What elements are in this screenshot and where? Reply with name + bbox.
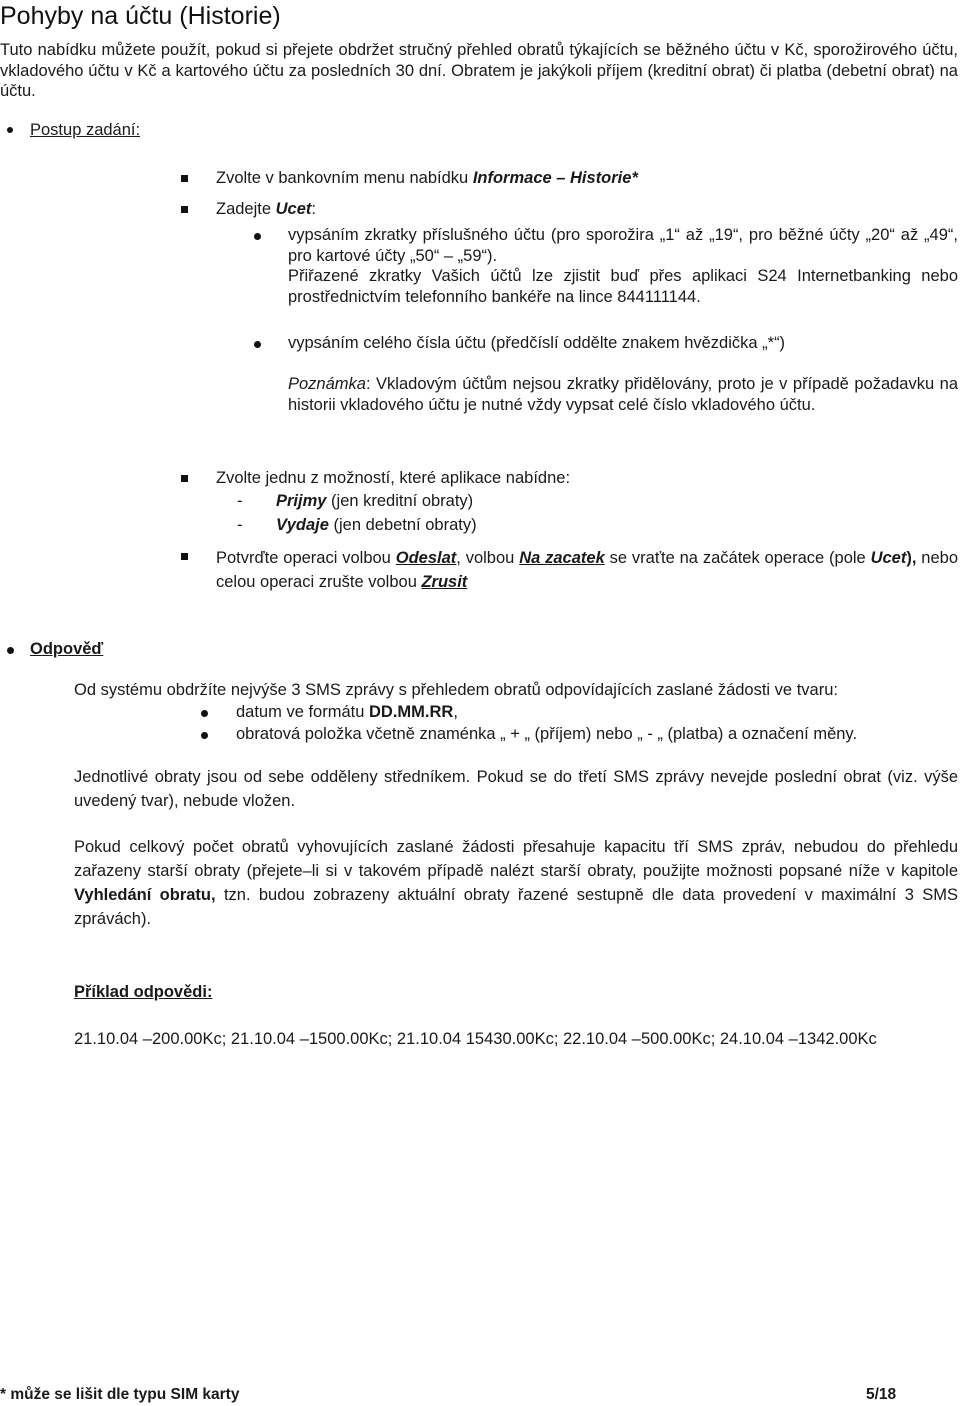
- text: datum ve formátu: [236, 703, 369, 721]
- sub-option-zkratka-note: Přiřazené zkratky Vašich účtů lze zjistit buď přes aplikaci S24 Internetbanking nebo prostřednictvím telefonního bankéře na lince 844111144.: [288, 267, 958, 306]
- step-menu-text: Zvolte v bankovním menu nabídku: [216, 169, 473, 187]
- option-vydaje-label: [276, 515, 477, 536]
- postup-heading: Postup zadání:: [30, 121, 141, 139]
- option-vydaje-desc: (jen debetní obraty): [328, 516, 477, 534]
- text: nebo celou operaci zrušte volbou: [216, 549, 959, 591]
- dash: -: [237, 516, 243, 534]
- step-ucet-text: Zadejte: [216, 200, 276, 218]
- link-vyhledani-obratu: Vyhledání obratu,: [74, 886, 216, 904]
- sub-option-zkratka: vypsáním zkratky příslušného účtu (pro sporožira „1“ až „19“, pro běžné účty „20“ až „49“, pro kartové účty „50“ – „59“).: [288, 226, 958, 265]
- sub-option-cele-cislo: vypsáním celého čísla účtu (předčíslí oddělte znakem hvězdička „*“): [288, 334, 786, 352]
- page-title: Pohyby na účtu (Historie): [0, 2, 281, 30]
- square-bullet-icon: [181, 206, 188, 213]
- field-ucet: Ucet: [870, 549, 907, 567]
- text: ,: [453, 703, 458, 721]
- bullet-icon: [7, 127, 13, 133]
- text: tzn. budou zobrazeny aktuální obraty řazené sestupně dle data provedení v maximální 3 SMS zprávách).: [74, 886, 958, 928]
- odpoved-heading: Odpověď: [30, 640, 104, 658]
- action-zrusit: Zrusit: [421, 573, 468, 591]
- menu-path-informace-historie: Informace – Historie*: [472, 169, 638, 187]
- option-prijmy-name: Prijmy: [276, 492, 327, 510]
- page-number: 5/18: [866, 1386, 897, 1403]
- bullet-icon: [201, 710, 208, 717]
- text: se vraťte na začátek operace (pole: [604, 549, 871, 567]
- square-bullet-icon: [181, 175, 188, 182]
- square-bullet-icon: [181, 475, 188, 482]
- intro-paragraph: Tuto nabídku můžete použít, pokud si přejete obdržet stručný přehled obratů týkajících se běžného účtu v Kč, sporožirového účtu, vkladového účtu v Kč a kartového účtu za posledních 30 dní. Obratem je jakýkoli příjem (kreditní obrat) či platba (debetní obrat) na účtu.: [0, 41, 958, 100]
- priklad-heading: Příklad odpovědi:: [74, 983, 213, 1001]
- format-datum: [236, 702, 458, 723]
- text: Pokud celkový počet obratů vyhovujících zaslané žádosti přesahuje kapacitu tří SMS zpráv, nebudou do přehledu zařazeny starší obraty (přejete–li si v takovém případě nalézt starší obraty, použijte možnosti popsané níže v kapitole: [74, 838, 958, 880]
- bullet-icon: [254, 341, 261, 348]
- format-polozka: obratová položka včetně znaménka „ + „ (příjem) nebo „ - „ (platba) a označení měny.: [236, 725, 858, 743]
- priklad-text: 21.10.04 –200.00Kc; 21.10.04 –1500.00Kc; 21.10.04 15430.00Kc; 22.10.04 –500.00Kc; 24.10.04 –1342.00Kc: [74, 1030, 877, 1048]
- step-menu: [216, 168, 638, 189]
- option-prijmy-label: [276, 491, 473, 512]
- dash: -: [237, 492, 243, 510]
- step-moznosti: Zvolte jednu z možností, které aplikace nabídne:: [216, 469, 571, 487]
- step-potvrzeni: [216, 546, 958, 594]
- odpoved-paragraph-2: Jednotlivé obraty jsou od sebe odděleny středníkem. Pokud se do třetí SMS zprávy nevejde poslední obrat (viz. výše uvedený tvar), nebude vložen.: [74, 768, 958, 810]
- text: ),: [906, 549, 917, 567]
- odpoved-paragraph-3: [74, 835, 958, 931]
- option-prijmy-desc: (jen kreditní obraty): [326, 492, 474, 510]
- field-ucet: Ucet: [275, 200, 312, 218]
- note-text: : Vkladovým účtům nejsou zkratky přidělovány, proto je v případě požadavku na historii vkladového účtu je nutné vždy vypsat celé číslo vkladového účtu.: [288, 375, 958, 414]
- footer-note: * může se lišit dle typu SIM karty: [0, 1386, 240, 1403]
- action-odeslat: Odeslat: [395, 549, 457, 567]
- option-prijmy: [237, 491, 243, 512]
- note-vkladovy-ucet: [288, 374, 958, 416]
- option-vydaje-name: Vydaje: [276, 516, 329, 534]
- square-bullet-icon: [181, 553, 188, 560]
- odpoved-intro: Od systému obdržíte nejvýše 3 SMS zprávy s přehledem obratů odpovídajících zaslané žádosti ve tvaru:: [74, 681, 838, 699]
- option-vydaje: [237, 515, 243, 536]
- text: Potvrďte operaci volbou: [216, 549, 396, 567]
- step-ucet: [216, 199, 316, 220]
- note-label: Poznámka: [288, 375, 366, 393]
- bullet-icon: [254, 233, 261, 240]
- date-format: DD.MM.RR: [368, 703, 454, 721]
- colon: :: [311, 200, 316, 218]
- bullet-icon: [201, 732, 208, 739]
- text: , volbou: [456, 549, 520, 567]
- bullet-icon: [7, 647, 14, 654]
- action-na-zacatek: Na zacatek: [519, 549, 605, 567]
